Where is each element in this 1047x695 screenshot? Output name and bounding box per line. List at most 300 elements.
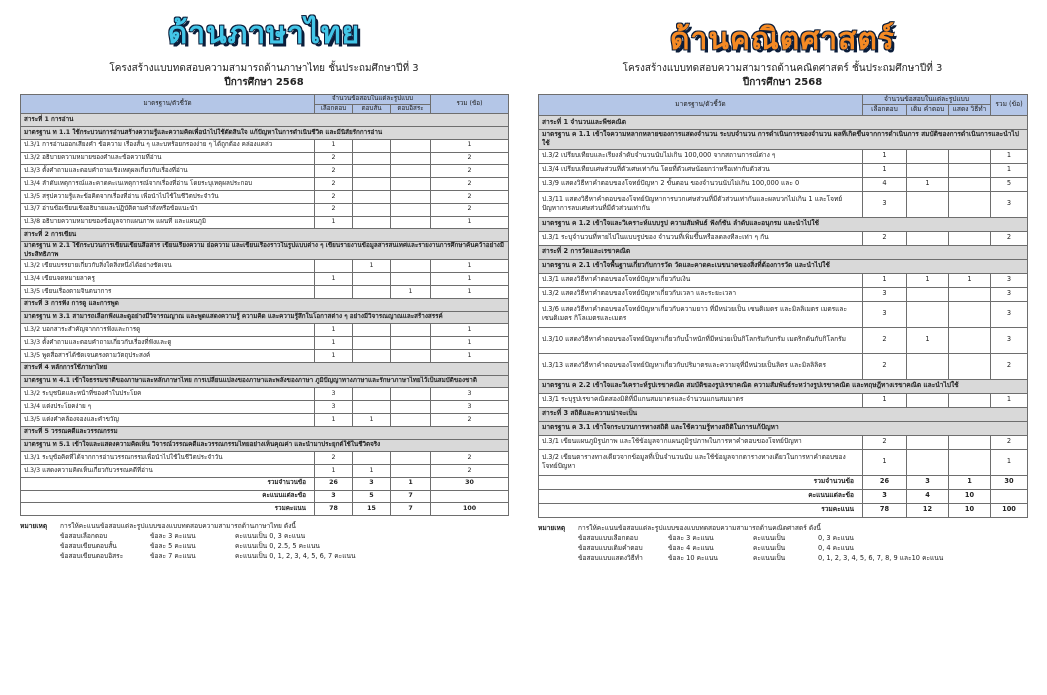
total-cell: 2 — [431, 190, 509, 203]
math-notes-line — [538, 543, 1027, 553]
count-cell — [949, 327, 991, 353]
indicator-row — [539, 231, 1028, 245]
note-type: ข้อสอบแบบเลือกตอบ — [578, 533, 638, 542]
indicator-label: ป.3/4 เขียนจดหมายลาครู — [21, 273, 315, 286]
total-cell — [991, 489, 1028, 503]
total-cell: 5 — [991, 177, 1028, 191]
strand-label: สาระที่ 3 การฟัง การดู และการพูด — [21, 298, 509, 311]
strand-row — [21, 114, 509, 127]
total-cell: 1 — [991, 149, 1028, 163]
indicator-row — [21, 178, 509, 191]
count-cell: 4 — [863, 177, 907, 191]
count-cell — [391, 413, 431, 426]
count-cell — [907, 231, 949, 245]
note-scale-label: คะแนนเป็น — [753, 553, 786, 562]
total-cell: 2 — [431, 465, 509, 478]
total-cell: 3 — [991, 327, 1028, 353]
standard-label: มาตรฐาน ค 1.2 เข้าใจและวิเคราะห์แบบรูป ความสัมพันธ์ ฟังก์ชัน ลำดับและอนุกรม และนำไปใช้ — [539, 217, 1028, 231]
summary-label: คะแนนแต่ละข้อ — [21, 490, 315, 503]
thai-notes-line — [20, 541, 508, 551]
standard-row — [21, 439, 509, 452]
count-cell: 1 — [315, 413, 353, 426]
indicator-row — [539, 163, 1028, 177]
count-cell — [391, 337, 431, 350]
summary-row — [539, 475, 1028, 489]
note-points: ข้อละ 7 คะแนน — [150, 552, 196, 561]
count-cell — [315, 285, 353, 298]
strand-label: สาระที่ 3 สถิติและความน่าจะเป็น — [539, 407, 1028, 421]
header-fill-answer: เติม คำตอบ — [907, 105, 949, 115]
count-cell: 3 — [353, 477, 391, 490]
count-cell — [391, 401, 431, 414]
math-doc-year: ปีการศึกษา 2568 — [742, 77, 823, 88]
count-cell: 3 — [315, 401, 353, 414]
total-cell: 3 — [991, 273, 1028, 287]
header-total: รวม (ข้อ) — [431, 95, 509, 114]
strand-row — [21, 362, 509, 375]
count-cell — [949, 231, 991, 245]
total-cell: 1 — [431, 349, 509, 362]
standard-label: มาตรฐาน ท 1.1 ใช้กระบวนการอ่านสร้างความรู้และความคิดเพื่อนำไปใช้ตัดสินใจ แก้ปัญหาในการดำเนินชีวิต และมีนิสัยรักการอ่าน — [21, 126, 509, 139]
math-banner: ด้านคณิตศาสตร์ — [669, 22, 895, 57]
count-cell: 3 — [863, 301, 907, 327]
strand-label: สาระที่ 2 การเขียน — [21, 229, 509, 242]
indicator-row — [21, 216, 509, 229]
count-cell: 2 — [315, 178, 353, 191]
standard-label: มาตรฐาน ค 2.2 เข้าใจและวิเคราะห์รูปเรขาคณิต สมบัติของรูปเรขาคณิต ความสัมพันธ์ระหว่างรูปเรขาคณิต และทฤษฎีทางเรขาคณิต และนำไปใช้ — [539, 379, 1028, 393]
count-cell: 1 — [353, 465, 391, 478]
math-structure-table — [538, 94, 1028, 518]
total-cell: 2 — [431, 165, 509, 178]
count-cell: 1 — [949, 475, 991, 489]
count-cell — [949, 163, 991, 177]
count-cell: 1 — [907, 327, 949, 353]
note-type: ข้อสอบแบบแสดงวิธีทำ — [578, 553, 643, 562]
thai-notes-line — [20, 551, 508, 561]
indicator-label: ป.3/2 ระบุชนิดและหน้าที่ของคำในประโยค — [21, 388, 315, 401]
note-scale: คะแนนเป็น 0, 1, 2, 3, 4, 5, 6, 7 คะแนน — [235, 552, 356, 561]
standard-row — [539, 259, 1028, 273]
indicator-row — [21, 165, 509, 178]
count-cell: 1 — [315, 216, 353, 229]
total-cell: 1 — [431, 260, 509, 273]
header-item-group: จำนวนข้อสอบในแต่ละรูปแบบ — [863, 95, 991, 105]
total-cell: 2 — [991, 353, 1028, 379]
count-cell: 5 — [353, 490, 391, 503]
strand-row — [539, 245, 1028, 259]
count-cell — [353, 452, 391, 465]
indicator-label: ป.3/5 เขียนเรื่องตามจินตนาการ — [21, 285, 315, 298]
indicator-label: ป.3/1 ระบุจำนวนที่หายไปในแบบรูปของ จำนวนที่เพิ่มขึ้นหรือลดลงทีละเท่า ๆ กัน — [539, 231, 863, 245]
count-cell — [391, 190, 431, 203]
indicator-label: ป.3/7 อ่านข้อเขียนเชิงอธิบายและปฏิบัติตามคำสั่งหรือข้อแนะนำ — [21, 203, 315, 216]
count-cell — [315, 260, 353, 273]
count-cell — [353, 324, 391, 337]
summary-label: รวมคะแนน — [21, 503, 315, 516]
note-scale-label: คะแนนเป็น — [753, 533, 786, 542]
count-cell: 1 — [315, 349, 353, 362]
thai-panel — [20, 0, 508, 561]
note-type: ข้อสอบเลือกตอบ — [60, 532, 108, 541]
note-scale-label: คะแนนเป็น — [753, 543, 786, 552]
total-cell: 1 — [431, 139, 509, 152]
count-cell — [353, 216, 391, 229]
count-cell: 1 — [315, 337, 353, 350]
indicator-row — [21, 388, 509, 401]
total-cell: 1 — [991, 163, 1028, 177]
strand-label: สาระที่ 4 หลักการใช้ภาษาไทย — [21, 362, 509, 375]
strand-row — [539, 407, 1028, 421]
summary-row — [21, 477, 509, 490]
indicator-label: ป.3/8 อธิบายความหมายของข้อมูลจากแผนภาพ แผนที่ และแผนภูมิ — [21, 216, 315, 229]
summary-label: รวมจำนวนข้อ — [539, 475, 863, 489]
total-cell: 1 — [991, 393, 1028, 407]
count-cell — [353, 337, 391, 350]
standard-row — [21, 375, 509, 388]
count-cell — [353, 139, 391, 152]
count-cell — [353, 203, 391, 216]
summary-row — [539, 503, 1028, 517]
count-cell: 26 — [863, 475, 907, 489]
indicator-row — [539, 273, 1028, 287]
indicator-label: ป.3/3 ตั้งคำถามและตอบคำถามเกี่ยวกับเรื่องที่ฟังและดู — [21, 337, 315, 350]
count-cell: 1 — [907, 177, 949, 191]
thai-structure-table — [20, 94, 509, 516]
standard-row — [21, 311, 509, 324]
standard-row — [539, 379, 1028, 393]
indicator-label: ป.3/1 แสดงวิธีหาคำตอบของโจทย์ปัญหาเกี่ยวกับเงิน — [539, 273, 863, 287]
indicator-row — [21, 285, 509, 298]
indicator-label: ป.3/1 ระบุข้อคิดที่ได้จากการอ่านวรรณกรรมเพื่อนำไปใช้ในชีวิตประจำวัน — [21, 452, 315, 465]
count-cell — [907, 393, 949, 407]
count-cell — [353, 273, 391, 286]
count-cell — [391, 203, 431, 216]
standard-label: มาตรฐาน ค 1.1 เข้าใจความหลากหลายของการแสดงจำนวน ระบบจำนวน การดำเนินการของจำนวน ผลที่เกิดขึ้นจากการดำเนินการ สมบัติของการดำเนินการและนำไปใช้ — [539, 129, 1028, 149]
count-cell: 3 — [863, 191, 907, 217]
summary-row — [21, 503, 509, 516]
standard-label: มาตรฐาน ค 3.1 เข้าใจกระบวนการทางสถิติ และใช้ความรู้ทางสถิติในการแก้ปัญหา — [539, 421, 1028, 435]
count-cell — [391, 273, 431, 286]
thai-banner: ด้านภาษาไทย — [167, 16, 361, 51]
count-cell — [949, 353, 991, 379]
count-cell: 2 — [863, 231, 907, 245]
thai-notes-lead: การให้คะแนนข้อสอบแต่ละรูปแบบของแบบทดสอบความสามารถด้านภาษาไทย ดังนี้ — [60, 522, 296, 531]
math-panel — [538, 0, 1027, 563]
note-type: ข้อสอบแบบเติมคำตอบ — [578, 543, 643, 552]
total-cell: 3 — [991, 191, 1028, 217]
indicator-row — [21, 401, 509, 414]
count-cell: 1 — [907, 273, 949, 287]
count-cell: 2 — [863, 435, 907, 449]
indicator-row — [539, 301, 1028, 327]
count-cell: 3 — [863, 489, 907, 503]
count-cell: 2 — [315, 452, 353, 465]
total-cell: 2 — [431, 452, 509, 465]
note-points: ข้อละ 5 คะแนน — [150, 542, 196, 551]
indicator-row — [21, 337, 509, 350]
indicator-label: ป.3/4 เปรียบเทียบเศษส่วนที่ตัวเศษเท่ากัน โดยที่ตัวเศษน้อยกว่าหรือเท่ากับตัวส่วน — [539, 163, 863, 177]
math-notes-line — [538, 553, 1027, 563]
total-cell: 1 — [431, 285, 509, 298]
count-cell — [353, 152, 391, 165]
indicator-row — [21, 260, 509, 273]
count-cell — [391, 152, 431, 165]
total-cell: 1 — [431, 273, 509, 286]
indicator-row — [539, 149, 1028, 163]
count-cell — [949, 301, 991, 327]
count-cell — [391, 349, 431, 362]
count-cell: 12 — [907, 503, 949, 517]
indicator-row — [539, 191, 1028, 217]
indicator-label: ป.3/3 ตั้งคำถามและตอบคำถามเชิงเหตุผลเกี่ยวกับเรื่องที่อ่าน — [21, 165, 315, 178]
count-cell — [353, 401, 391, 414]
total-cell: 2 — [431, 178, 509, 191]
header-multiple-choice: เลือกตอบ — [315, 104, 353, 114]
standard-label: มาตรฐาน ท 4.1 เข้าใจธรรมชาติของภาษาและหลักภาษาไทย การเปลี่ยนแปลงของภาษาและพลังของภาษา ภูมิปัญญาทางภาษาและรักษาภาษาไทยไว้เป็นสมบัติของชาติ — [21, 375, 509, 388]
note-scale: คะแนนเป็น 0, 2.5, 5 คะแนน — [235, 542, 320, 551]
standard-row — [539, 421, 1028, 435]
indicator-label: ป.3/2 เขียนตารางทางเดียวจากข้อมูลที่เป็นจำนวนนับ และใช้ข้อมูลจากตารางทางเดียวในการหาคำตอบของโจทย์ปัญหา — [539, 449, 863, 475]
count-cell: 1 — [949, 273, 991, 287]
indicator-label: ป.3/1 ระบุรูปเรขาคณิตสองมิติที่มีแกนสมมาตรและจำนวนแกนสมมาตร — [539, 393, 863, 407]
count-cell: 2 — [315, 152, 353, 165]
standard-label: มาตรฐาน ท 2.1 ใช้กระบวนการเขียนเขียนสื่อสาร เขียนเรียงความ ย่อความ และเขียนเรื่องราวในรูปแบบต่าง ๆ เขียนรายงานข้อมูลสารสนเทศและรายงานการศึกษาค้นคว้าอย่างมีประสิทธิภาพ — [21, 242, 509, 260]
count-cell: 1 — [353, 260, 391, 273]
total-cell: 1 — [431, 216, 509, 229]
indicator-label: ป.3/5 พูดสื่อสารได้ชัดเจนตรงตามวัตถุประสงค์ — [21, 349, 315, 362]
indicator-label: ป.3/3 แสดงความคิดเห็นเกี่ยวกับวรรณคดีที่อ่าน — [21, 465, 315, 478]
thai-doc-year: ปีการศึกษา 2568 — [224, 77, 304, 88]
count-cell — [907, 301, 949, 327]
count-cell — [391, 216, 431, 229]
header-short-answer: ตอบสั้น — [353, 104, 391, 114]
count-cell — [949, 449, 991, 475]
count-cell — [353, 285, 391, 298]
note-points: ข้อละ 10 คะแนน — [668, 553, 718, 562]
count-cell — [907, 149, 949, 163]
strand-row — [539, 115, 1028, 129]
standard-label: มาตรฐาน ท 3.1 สามารถเลือกฟังและดูอย่างมีวิจารณญาณ และพูดแสดงความรู้ ความคิด และความรู้สึกในโอกาสต่าง ๆ อย่างมีวิจารณญาณและสร้างสรรค์ — [21, 311, 509, 324]
count-cell: 1 — [315, 465, 353, 478]
strand-label: สาระที่ 1 การอ่าน — [21, 114, 509, 127]
count-cell — [391, 165, 431, 178]
total-cell: 30 — [991, 475, 1028, 489]
count-cell — [907, 449, 949, 475]
indicator-label: ป.3/5 แต่งคำคล้องจองและคำขวัญ — [21, 413, 315, 426]
count-cell — [907, 353, 949, 379]
count-cell — [353, 178, 391, 191]
indicator-row — [21, 273, 509, 286]
total-cell: 100 — [431, 503, 509, 516]
count-cell: 7 — [391, 490, 431, 503]
count-cell: 2 — [315, 165, 353, 178]
standard-row — [21, 126, 509, 139]
count-cell — [391, 260, 431, 273]
standard-label: มาตรฐาน ท 5.1 เข้าใจและแสดงความคิดเห็น วิจารณ์วรรณคดีและวรรณกรรมไทยอย่างเห็นคุณค่า และนำมาประยุกต์ใช้ในชีวิตจริง — [21, 439, 509, 452]
indicator-label: ป.3/4 แต่งประโยคง่าย ๆ — [21, 401, 315, 414]
count-cell — [391, 388, 431, 401]
count-cell — [907, 287, 949, 301]
thai-table-body — [21, 114, 509, 516]
header-multiple-choice: เลือกตอบ — [863, 105, 907, 115]
note-points: ข้อละ 4 คะแนน — [668, 543, 714, 552]
count-cell: 26 — [315, 477, 353, 490]
math-notes-label: หมายเหตุ — [538, 523, 566, 532]
total-cell: 3 — [431, 388, 509, 401]
count-cell: 2 — [315, 203, 353, 216]
note-scale: 0, 1, 2, 3, 4, 5, 6, 7, 8, 9 และ10 คะแนน — [818, 553, 944, 562]
count-cell: 10 — [949, 489, 991, 503]
total-cell: 2 — [991, 435, 1028, 449]
count-cell: 1 — [315, 324, 353, 337]
thai-notes-line — [20, 531, 508, 541]
total-cell: 2 — [431, 152, 509, 165]
count-cell: 2 — [863, 353, 907, 379]
total-cell: 2 — [991, 231, 1028, 245]
standard-row — [539, 217, 1028, 231]
indicator-row — [21, 465, 509, 478]
strand-label: สาระที่ 5 วรรณคดีและวรรณกรรม — [21, 426, 509, 439]
count-cell: 1 — [863, 273, 907, 287]
header-free-response: ตอบอิสระ — [391, 104, 431, 114]
indicator-label: ป.3/10 แสดงวิธีหาคำตอบของโจทย์ปัญหาเกี่ยวกับน้ำหนักที่มีหน่วยเป็นกิโลกรัมกับกรัม เมตริกตันกับกิโลกรัม — [539, 327, 863, 353]
count-cell — [907, 435, 949, 449]
header-standard: มาตรฐาน/ตัวชี้วัด — [21, 95, 315, 114]
count-cell — [949, 435, 991, 449]
count-cell — [391, 178, 431, 191]
total-cell: 1 — [431, 337, 509, 350]
count-cell — [949, 177, 991, 191]
header-total: รวม (ข้อ) — [991, 95, 1028, 116]
thai-notes — [20, 521, 508, 561]
standard-row — [21, 242, 509, 260]
header-item-group: จำนวนข้อสอบในแต่ละรูปแบบ — [315, 95, 431, 105]
indicator-row — [539, 327, 1028, 353]
count-cell — [353, 190, 391, 203]
count-cell: 3 — [863, 287, 907, 301]
math-notes — [538, 523, 1027, 563]
indicator-row — [21, 349, 509, 362]
summary-label: คะแนนแต่ละข้อ — [539, 489, 863, 503]
count-cell: 1 — [863, 393, 907, 407]
count-cell: 1 — [863, 163, 907, 177]
summary-label: รวมคะแนน — [539, 503, 863, 517]
total-cell: 1 — [431, 324, 509, 337]
indicator-row — [21, 413, 509, 426]
total-cell: 2 — [431, 203, 509, 216]
note-points: ข้อละ 3 คะแนน — [150, 532, 196, 541]
indicator-label: ป.3/5 สรุปความรู้และข้อคิดจากเรื่องที่อ่าน เพื่อนำไปใช้ในชีวิตประจำวัน — [21, 190, 315, 203]
total-cell: 1 — [991, 449, 1028, 475]
count-cell: 3 — [907, 475, 949, 489]
standard-row — [539, 129, 1028, 149]
indicator-label: ป.3/6 แสดงวิธีหาคำตอบของโจทย์ปัญหาเกี่ยวกับความยาว ที่มีหน่วยเป็น เซนติเมตร และมิลลิเมตร เมตรและเซนติเมตร กิโลเมตรและเมตร — [539, 301, 863, 327]
indicator-label: ป.3/2 เขียนบรรยายเกี่ยวกับสิ่งใดสิ่งหนึ่งได้อย่างชัดเจน — [21, 260, 315, 273]
note-scale: คะแนนเป็น 0, 3 คะแนน — [235, 532, 306, 541]
total-cell: 3 — [431, 401, 509, 414]
indicator-label: ป.3/1 เขียนแผนภูมิรูปภาพ และใช้ข้อมูลจากแผนภูมิรูปภาพในการหาคำตอบของโจทย์ปัญหา — [539, 435, 863, 449]
indicator-row — [21, 190, 509, 203]
total-cell: 100 — [991, 503, 1028, 517]
note-scale: 0, 4 คะแนน — [818, 543, 854, 552]
header-standard: มาตรฐาน/ตัวชี้วัด — [539, 95, 863, 116]
count-cell: 1 — [315, 273, 353, 286]
note-type: ข้อสอบเขียนตอบสั้น — [60, 542, 117, 551]
count-cell: 1 — [391, 477, 431, 490]
indicator-label: ป.3/4 ลำดับเหตุการณ์และคาดคะเนเหตุการณ์จากเรื่องที่อ่าน โดยระบุเหตุผลประกอบ — [21, 178, 315, 191]
indicator-label: ป.3/2 บอกสาระสำคัญจากการฟังและการดู — [21, 324, 315, 337]
indicator-row — [21, 139, 509, 152]
note-points: ข้อละ 3 คะแนน — [668, 533, 714, 542]
count-cell — [353, 349, 391, 362]
indicator-label: ป.3/2 แสดงวิธีหาคำตอบของโจทย์ปัญหาเกี่ยวกับเวลา และระยะเวลา — [539, 287, 863, 301]
thai-doc-title: โครงสร้างแบบทดสอบความสามารถด้านภาษาไทย ชั้นประถมศึกษาปีที่ 3 — [109, 63, 419, 74]
indicator-row — [539, 449, 1028, 475]
count-cell: 2 — [863, 327, 907, 353]
math-notes-line — [538, 533, 1027, 543]
indicator-row — [21, 324, 509, 337]
count-cell — [949, 287, 991, 301]
thai-notes-label: หมายเหตุ — [20, 522, 48, 531]
note-scale: 0, 3 คะแนน — [818, 533, 854, 542]
indicator-row — [539, 435, 1028, 449]
count-cell: 1 — [863, 149, 907, 163]
count-cell: 1 — [315, 139, 353, 152]
math-doc-title: โครงสร้างแบบทดสอบความสามารถด้านคณิตศาสตร์ ชั้นประถมศึกษาปีที่ 3 — [622, 63, 943, 74]
count-cell: 78 — [315, 503, 353, 516]
indicator-row — [21, 203, 509, 216]
summary-row — [539, 489, 1028, 503]
summary-label: รวมจำนวนข้อ — [21, 477, 315, 490]
indicator-label: ป.3/13 แสดงวิธีหาคำตอบของโจทย์ปัญหาเกี่ยวกับปริมาตรและความจุที่มีหน่วยเป็นลิตร และมิลลิลิตร — [539, 353, 863, 379]
strand-label: สาระที่ 1 จำนวนและพีชคณิต — [539, 115, 1028, 129]
count-cell — [949, 191, 991, 217]
note-type: ข้อสอบเขียนตอบอิสระ — [60, 552, 124, 561]
count-cell: 78 — [863, 503, 907, 517]
indicator-label: ป.3/2 อธิบายความหมายของคำและข้อความที่อ่าน — [21, 152, 315, 165]
count-cell — [949, 149, 991, 163]
total-cell: 3 — [991, 301, 1028, 327]
count-cell — [949, 393, 991, 407]
count-cell: 3 — [315, 388, 353, 401]
math-table-body — [539, 115, 1028, 517]
count-cell — [391, 139, 431, 152]
strand-label: สาระที่ 2 การวัดและเรขาคณิต — [539, 245, 1028, 259]
indicator-label: ป.3/1 การอ่านออกเสียงคำ ข้อความ เรื่องสั้น ๆ และบทร้อยกรองง่าย ๆ ได้ถูกต้อง คล่องแคล่ว — [21, 139, 315, 152]
count-cell — [391, 452, 431, 465]
count-cell: 1 — [353, 413, 391, 426]
count-cell — [907, 163, 949, 177]
total-cell: 3 — [991, 287, 1028, 301]
count-cell: 1 — [863, 449, 907, 475]
indicator-label: ป.3/11 แสดงวิธีหาคำตอบของโจทย์ปัญหาการบวกเศษส่วนที่มีตัวส่วนเท่ากันและผลบวกไม่เกิน 1 และโจทย์ปัญหาการลบเศษส่วนที่มีตัวส่วนเท่ากัน — [539, 191, 863, 217]
count-cell: 7 — [391, 503, 431, 516]
math-notes-lead: การให้คะแนนข้อสอบแต่ละรูปแบบของแบบทดสอบความสามารถด้านคณิตศาสตร์ ดังนี้ — [578, 523, 821, 532]
total-cell: 30 — [431, 477, 509, 490]
standard-label: มาตรฐาน ค 2.1 เข้าใจพื้นฐานเกี่ยวกับการวัด วัดและคาดคะเนขนาดของสิ่งที่ต้องการวัด และนำไปใช้ — [539, 259, 1028, 273]
total-cell — [431, 490, 509, 503]
count-cell — [353, 165, 391, 178]
count-cell: 3 — [315, 490, 353, 503]
count-cell: 10 — [949, 503, 991, 517]
indicator-row — [539, 353, 1028, 379]
strand-row — [21, 298, 509, 311]
total-cell: 2 — [431, 413, 509, 426]
count-cell: 15 — [353, 503, 391, 516]
count-cell: 4 — [907, 489, 949, 503]
header-show-work: แสดง วิธีทำ — [949, 105, 991, 115]
count-cell: 2 — [315, 190, 353, 203]
